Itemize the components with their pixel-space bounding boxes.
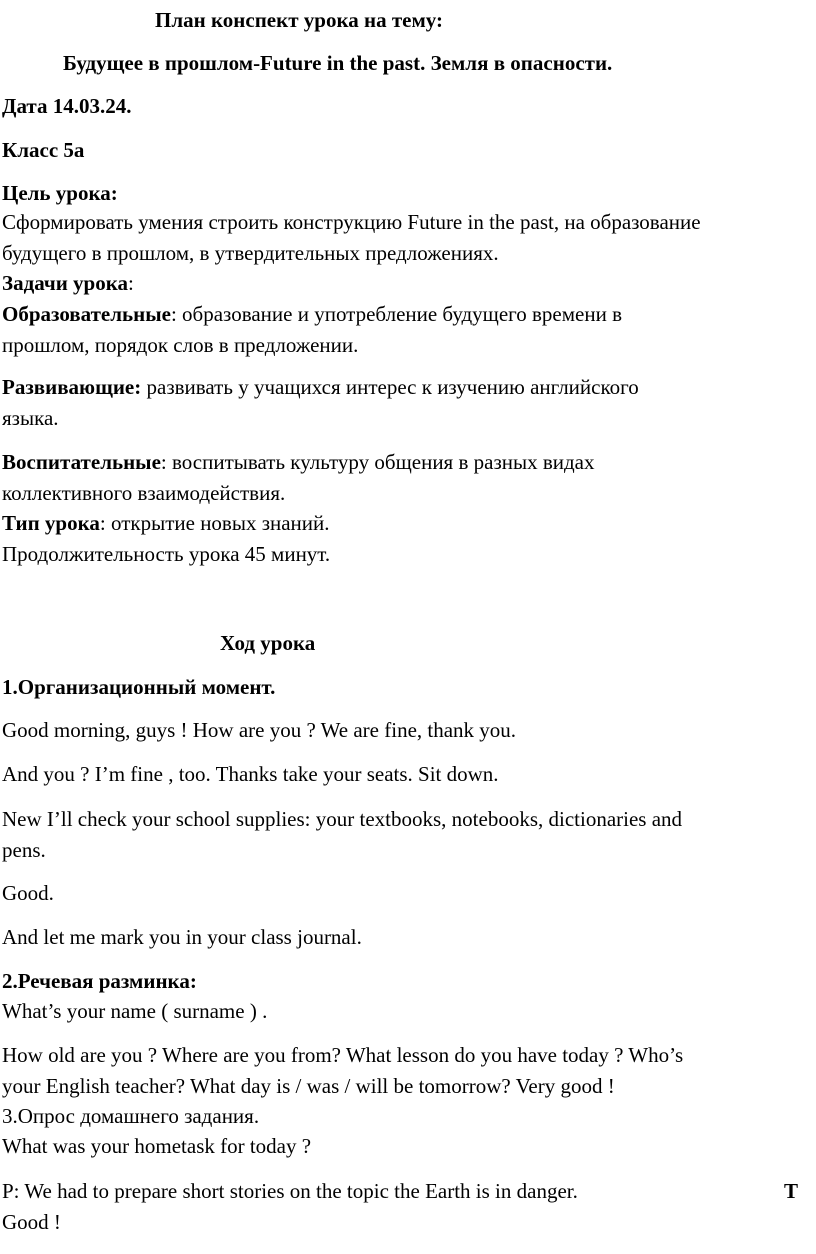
developing-text: развивать у учащихся интерес к изучению английского: [141, 375, 639, 399]
goal-text-line2: будущего в прошлом, в утвердительных предложениях.: [2, 241, 499, 265]
section2-paragraph2-line2: your English teacher? What day is / was / will be tomorrow? Very good !: [2, 1074, 615, 1098]
section2-paragraph1: What’s your name ( surname ) .: [2, 999, 268, 1023]
section1-paragraph2: And you ? I’m fine , too. Thanks take your seats. Sit down.: [2, 762, 499, 786]
lesson-progress-heading: Ход урока: [220, 631, 316, 655]
goal-text-line1: Сформировать умения строить конструкцию Future in the past, на образование: [2, 210, 701, 234]
section2-paragraph2-line1: How old are you ? Where are you from? What lesson do you have today ? Who’s: [2, 1043, 684, 1067]
lesson-topic: Будущее в прошлом-Future in the past. Земля в опасности.: [63, 51, 613, 75]
upbringing-label: Воспитательные: [2, 450, 161, 474]
lesson-type-text: : открытие новых знаний.: [99, 511, 330, 535]
developing-line1: [2, 374, 639, 400]
section3-paragraph1: What was your hometask for today ?: [2, 1134, 312, 1158]
section1-paragraph1: Good morning, guys ! How are you ? We are fine, thank you.: [2, 718, 517, 742]
lesson-type-label: Тип урока: [2, 511, 100, 535]
developing-label: Развивающие:: [2, 375, 142, 399]
tasks-heading-line: [2, 270, 134, 296]
section3-teacher-marker: T: [784, 1179, 799, 1203]
educational-line2: прошлом, порядок слов в предложении.: [2, 333, 359, 357]
section2-heading: 2.Речевая разминка:: [2, 969, 197, 993]
section3-paragraph2: P: We had to prepare short stories on the topic the Earth is in danger.: [2, 1179, 578, 1203]
developing-line2: языка.: [2, 406, 59, 430]
upbringing-line1: [2, 449, 595, 475]
section1-paragraph5: And let me mark you in your class journal.: [2, 925, 362, 949]
educational-line1: [2, 301, 622, 327]
lesson-class: Класс 5а: [2, 138, 85, 162]
lesson-duration: Продолжительность урока 45 минут.: [2, 542, 331, 566]
section3-heading: 3.Опрос домашнего задания.: [2, 1104, 260, 1128]
lesson-date: Дата 14.03.24.: [2, 94, 132, 118]
goal-heading: Цель урока:: [2, 181, 118, 205]
section1-heading: 1.Организационный момент.: [2, 675, 276, 699]
section1-paragraph4: Good.: [2, 881, 54, 905]
tasks-heading-colon: :: [128, 271, 134, 295]
document-title: План конспект урока на тему:: [155, 8, 444, 32]
section3-paragraph3: Good !: [2, 1210, 61, 1234]
educational-label: Образовательные: [2, 302, 171, 326]
educational-text: : образование и употребление будущего времени в: [170, 302, 623, 326]
lesson-type-line: [2, 510, 330, 536]
section1-paragraph3-line2: pens.: [2, 838, 46, 862]
section1-paragraph3-line1: New I’ll check your school supplies: your textbooks, notebooks, dictionaries and: [2, 807, 683, 831]
upbringing-text: : воспитывать культуру общения в разных видах: [160, 450, 595, 474]
tasks-heading: Задачи урока: [2, 271, 129, 295]
upbringing-line2: коллективного взаимодействия.: [2, 481, 286, 505]
